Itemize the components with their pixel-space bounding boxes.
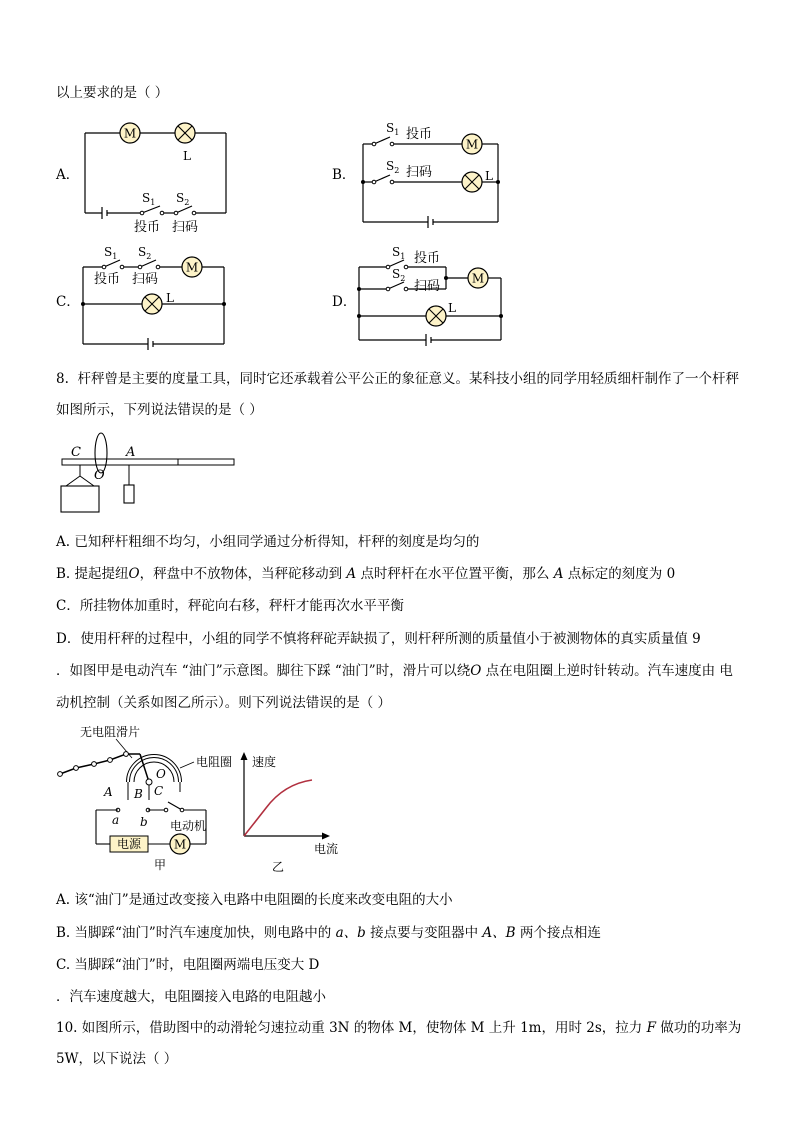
q7-circuit-c xyxy=(80,242,230,357)
q7-circuit-d xyxy=(356,242,506,357)
svg-text:投币: 投币 xyxy=(414,251,441,266)
svg-text:扫码: 扫码 xyxy=(172,220,199,235)
svg-text:O: O xyxy=(156,767,166,781)
q7-circuit-a xyxy=(80,118,240,238)
svg-text:投币: 投币 xyxy=(94,272,121,287)
lifting-knob xyxy=(95,433,107,473)
q10-stem-line1: 10. 如图所示，借助图中的动滑轮匀速拉动重 3N 的物体 M，使物体 M 上升 1m，用时 2s，拉力 F 做功的功率为 xyxy=(56,1020,742,1036)
q9-figure-jia xyxy=(56,722,236,872)
svg-text:扫码: 扫码 xyxy=(406,165,433,180)
sliding-weight xyxy=(124,485,134,503)
motor-m: M xyxy=(123,126,137,141)
svg-text:乙: 乙 xyxy=(272,860,285,874)
q9-stem-line2: 动机控制（关系如图乙所示）。则下列说法错误的是（ ） xyxy=(56,695,392,711)
svg-text:S1: $S_1$ xyxy=(142,191,156,207)
svg-text:扫码: 扫码 xyxy=(132,272,159,287)
q8-stem-line2: 如图所示，下列说法错误的是（ ） xyxy=(56,402,263,418)
q8-steelyard-figure xyxy=(56,428,241,523)
q8-option-a: A. 已知秤杆粗细不均匀，小组同学通过分析得知，杆秤的刻度是均匀的 xyxy=(56,534,480,550)
svg-text:电动机: 电动机 xyxy=(170,819,207,833)
svg-text:B: B xyxy=(134,787,143,801)
q7-stem-end: 以上要求的是（ ） xyxy=(56,85,169,101)
svg-text:C: C xyxy=(154,784,164,798)
q7-option-a-label: A． xyxy=(56,167,80,183)
svg-text:S2: $S_2$ xyxy=(176,191,190,207)
q10-stem-line2: 5W，以下说法（ ） xyxy=(56,1051,178,1067)
svg-text:M: M xyxy=(465,137,479,152)
q7-option-d-label: D． xyxy=(332,294,357,310)
svg-text:扫码: 扫码 xyxy=(414,279,441,294)
q9-option-c: C. 当脚踩“油门”时，电阻圈两端电压变大 D xyxy=(56,957,320,973)
svg-text:电源: 电源 xyxy=(116,837,142,851)
svg-text:电阻圈: 电阻圈 xyxy=(196,755,233,769)
lamp-icon xyxy=(462,172,482,192)
lamp-icon xyxy=(142,294,162,314)
svg-text:L: L xyxy=(166,291,174,305)
q8-option-b: B. 提起提纽O，秤盘中不放物体，当秤砣移动到 A 点时秤杆在水平位置平衡，那么 A 点标定的刻度为 0 xyxy=(56,566,676,582)
svg-text:速度: 速度 xyxy=(252,755,277,769)
svg-text:L: L xyxy=(485,169,493,183)
q7-option-c-label: C． xyxy=(56,294,80,310)
svg-text:S1: $S_1$ xyxy=(392,245,406,261)
q7-option-b-label: B． xyxy=(332,167,356,183)
q7-circuit-b xyxy=(358,118,508,233)
q9-option-b: B. 当脚踩“油门”时汽车速度加快，则电路中的 a、b 接点要与变阻器中 A、B 两个接点相连 xyxy=(56,925,601,941)
svg-text:M: M xyxy=(185,260,199,275)
svg-text:S2: $S_2$ xyxy=(138,245,152,261)
scale-pan xyxy=(61,486,99,512)
svg-text:S1: $S_1$ xyxy=(104,245,118,261)
svg-text:投币: 投币 xyxy=(134,220,161,235)
q9-option-d: ．汽车速度越大，电阻圈接入电路的电阻越小 xyxy=(56,989,326,1005)
svg-text:S2: $S_2$ xyxy=(392,267,406,283)
svg-text:a: a xyxy=(112,813,120,827)
svg-text:A: A xyxy=(126,445,136,460)
svg-text:M: M xyxy=(471,271,485,286)
q9-stem-line1: ．如图甲是电动汽车 “油门”示意图。脚往下踩 “油门”时，滑片可以绕O 点在电阻圈上逆时针转动。汽车速度由 电 xyxy=(56,663,733,679)
lamp-icon xyxy=(175,123,195,143)
q8-option-d: D．使用杆秤的过程中，小组的同学不慎将秤砣弄缺损了，则杆秤所测的质量值小于被测物体的真实质量值 9 xyxy=(56,631,701,647)
svg-text:无电阻滑片: 无电阻滑片 xyxy=(80,725,141,739)
q8-option-c: C．所挂物体加重时，秤砣向右移，秤杆才能再次水平平衡 xyxy=(56,598,404,614)
slider-linkage xyxy=(60,754,140,774)
speed-current-curve xyxy=(244,780,312,836)
svg-text:投币: 投币 xyxy=(406,127,433,142)
svg-text:S2: $S_2$ xyxy=(386,159,400,175)
q9-figure-yi xyxy=(238,750,348,875)
svg-text:A: A xyxy=(104,785,113,799)
svg-text:S1: $S_1$ xyxy=(386,121,400,137)
q8-stem-line1: 8. 杆秤曾是主要的度量工具，同时它还承载着公平公正的象征意义。某科技小组的同学用轻质细杆制作了一个杆秤 xyxy=(56,371,739,387)
resistance-coil xyxy=(128,756,180,782)
svg-text:M: M xyxy=(173,837,187,852)
svg-text:L: L xyxy=(183,149,191,163)
svg-text:甲: 甲 xyxy=(154,858,167,872)
svg-text:C: C xyxy=(71,445,81,460)
svg-text:O: O xyxy=(94,468,105,483)
svg-text:电流: 电流 xyxy=(314,842,339,856)
lamp-icon xyxy=(426,306,446,326)
svg-text:L: L xyxy=(448,301,456,315)
svg-text:b: b xyxy=(140,815,148,829)
q9-option-a: A. 该“油门”是通过改变接入电路中电阻圈的长度来改变电阻的大小 xyxy=(56,892,453,908)
